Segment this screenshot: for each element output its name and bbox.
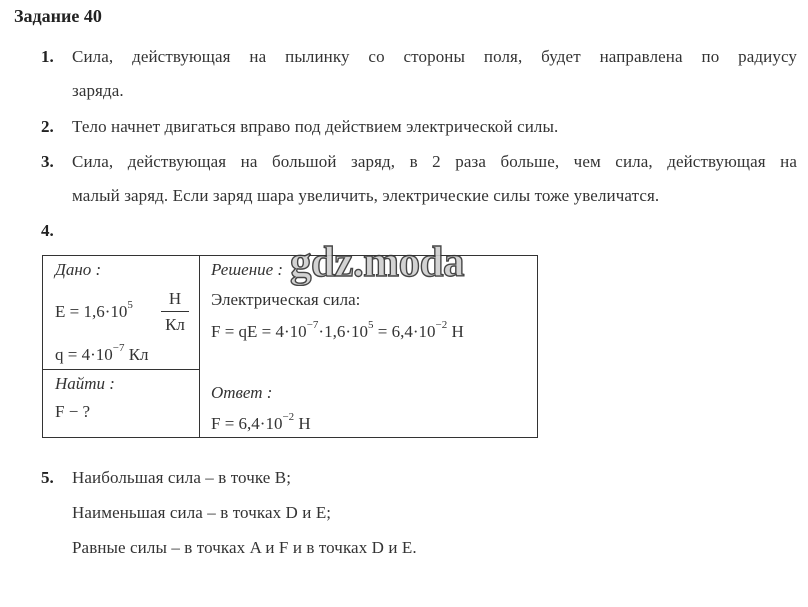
fraction-bar bbox=[161, 311, 189, 312]
task-title: Задание 40 bbox=[14, 6, 102, 26]
find-label: Найти : bbox=[55, 374, 115, 393]
item-3-line-1: Сила, действующая на большой заряд, в 2 раза больше, чем сила, действующая на bbox=[72, 152, 797, 171]
given-e-unit-fraction bbox=[161, 289, 189, 335]
item-5-line-1: Наибольшая сила – в точке B; bbox=[72, 468, 292, 487]
force-formula: F = qE = $4\cdot 10^{-7}\cdot 1,6\cdot 10^5 = 6,4\cdot 10^{-2}$ Н bbox=[211, 319, 464, 341]
item-5-line-2: Наименьшая сила – в точках D и E; bbox=[72, 503, 332, 522]
unit-numerator: Н bbox=[168, 289, 182, 308]
find-f: F − ? bbox=[55, 402, 91, 421]
item-number-5: 5. bbox=[41, 468, 54, 487]
item-number-4: 4. bbox=[41, 221, 54, 240]
item-1-line-1: Сила, действующая на пылинку со стороны поля, будет направлена по радиусу bbox=[72, 47, 797, 66]
table-vertical-divider bbox=[199, 256, 200, 437]
item-5-line-3: Равные силы – в точках A и F и в точках D и E. bbox=[72, 538, 417, 557]
given-label: Дано : bbox=[55, 260, 102, 279]
item-1-line-2: заряда. bbox=[72, 81, 124, 100]
item-number-1: 1. bbox=[41, 47, 54, 66]
watermark: gdz.moda bbox=[290, 239, 464, 286]
item-number-2: 2. bbox=[41, 117, 54, 136]
answer-label: Ответ : bbox=[211, 383, 273, 402]
solution-label: Решение : bbox=[211, 260, 284, 279]
given-q-value: $q = 4\cdot 10^{-7}$ Кл bbox=[55, 342, 149, 364]
table-horizontal-divider bbox=[43, 369, 200, 370]
given-e-value: $E = 1,6\cdot 10^5$ bbox=[55, 299, 133, 321]
answer-value: $F = 6,4\cdot 10^{-2}$ Н bbox=[211, 411, 311, 433]
electric-force-label: Электрическая сила: bbox=[211, 290, 361, 309]
item-2-line-1: Тело начнет двигаться вправо под действием электрической силы. bbox=[72, 117, 559, 136]
item-number-3: 3. bbox=[41, 152, 54, 171]
item-3-line-2: малый заряд. Если заряд шара увеличить, электрические силы тоже увеличатся. bbox=[72, 186, 660, 205]
unit-denominator: Кл bbox=[165, 315, 185, 335]
